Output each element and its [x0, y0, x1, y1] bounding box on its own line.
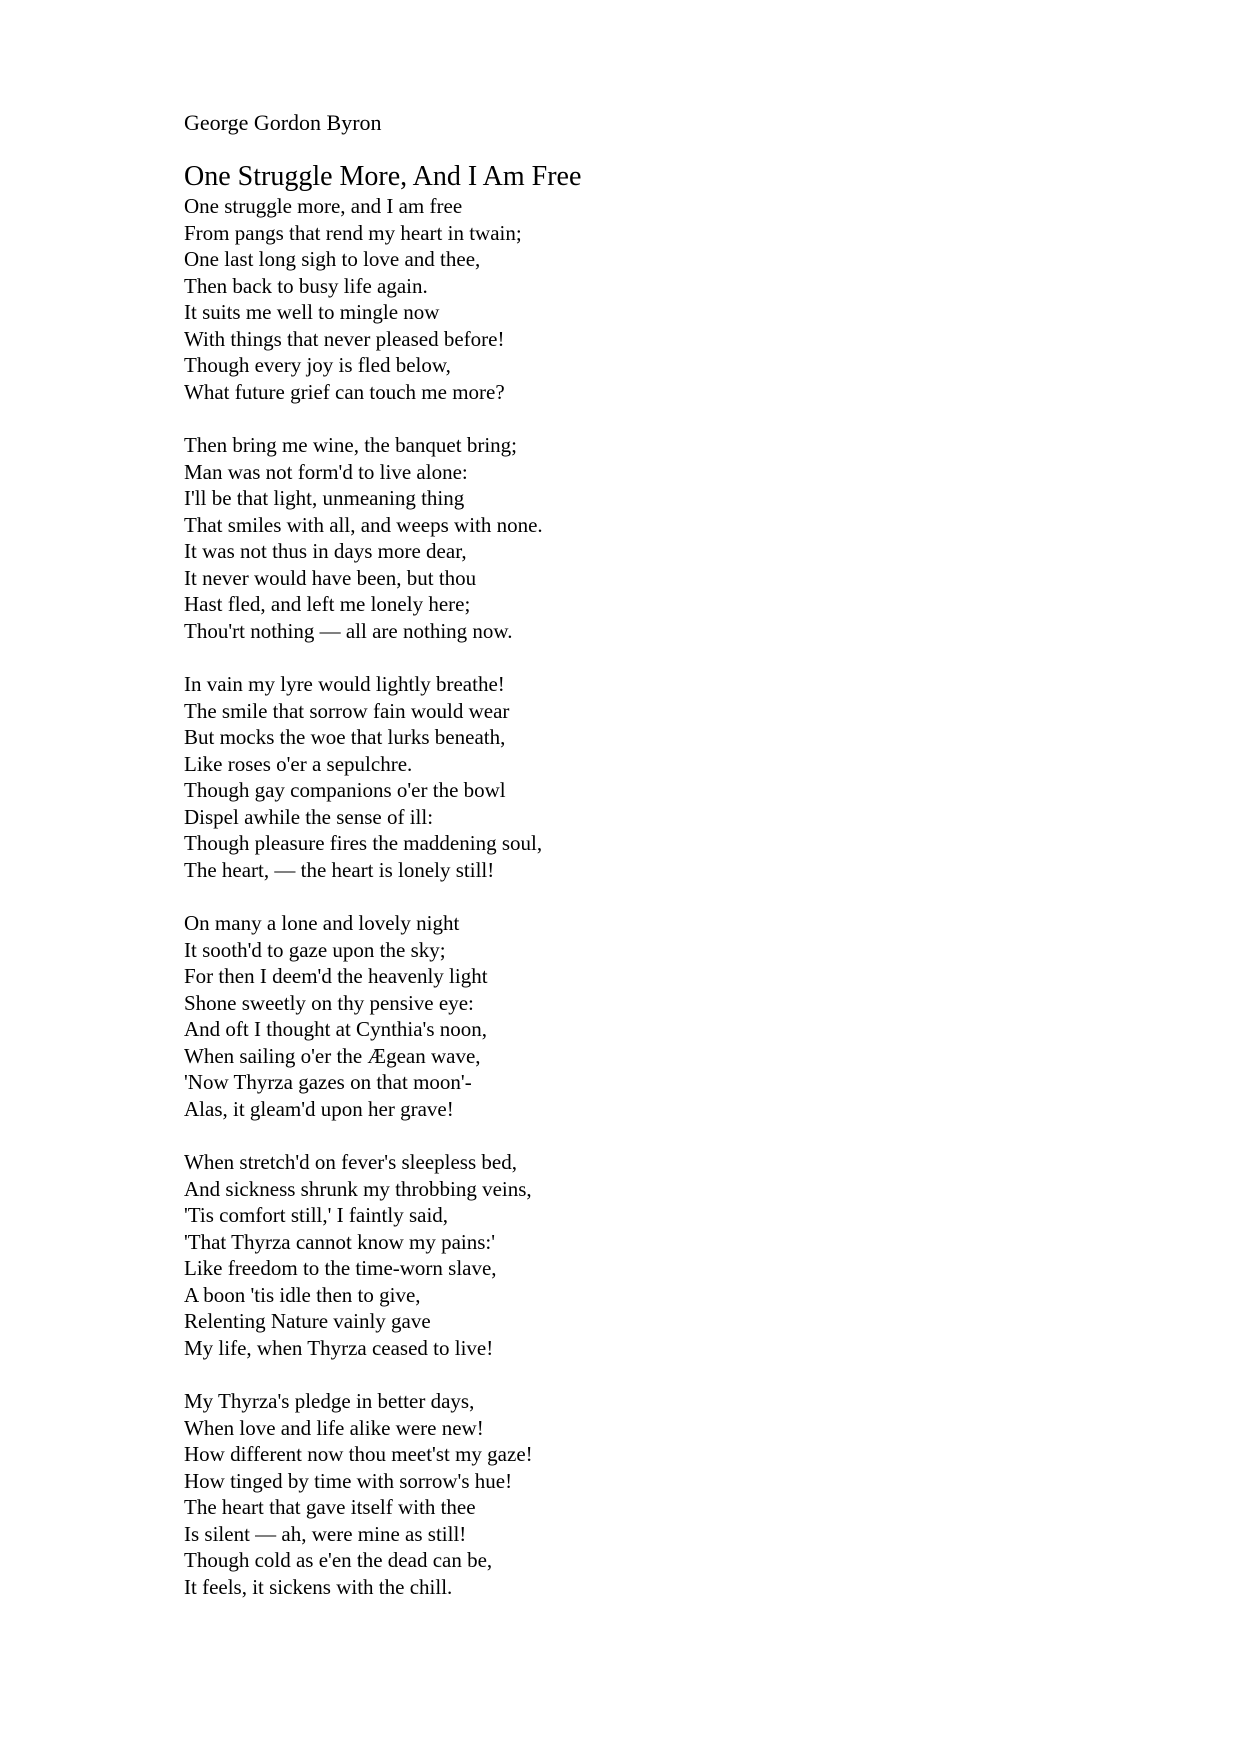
- poem-line: How tinged by time with sorrow's hue!: [184, 1468, 513, 1493]
- poem-line: And oft I thought at Cynthia's noon,: [184, 1017, 488, 1041]
- poem-line: Then bring me wine, the banquet bring;: [184, 433, 517, 457]
- poem-line: That smiles with all, and weeps with none.: [184, 512, 543, 537]
- poem-line: Thou'rt nothing — all are nothing now.: [184, 618, 513, 643]
- poem-line: Though cold as e'en the dead can be,: [184, 1548, 493, 1572]
- poem-body: [184, 193, 1184, 1600]
- poem-line: Shone sweetly on thy pensive eye:: [184, 990, 474, 1015]
- poem-line: It was not thus in days more dear,: [184, 539, 467, 563]
- poem-line: But mocks the woe that lurks beneath,: [184, 725, 506, 749]
- poem-line: How different now thou meet'st my gaze!: [184, 1442, 533, 1466]
- poem-line: 'Now Thyrza gazes on that moon'-: [184, 1070, 472, 1094]
- poem-line: Dispel awhile the sense of ill:: [184, 804, 434, 829]
- stanza: [184, 1388, 1184, 1600]
- poem-line: It feels, it sickens with the chill.: [184, 1574, 453, 1599]
- poem-line: It sooth'd to gaze upon the sky;: [184, 937, 446, 962]
- poem-line: When sailing o'er the Ægean wave,: [184, 1043, 481, 1068]
- poem-line: On many a lone and lovely night: [184, 911, 460, 935]
- stanza: [184, 910, 1184, 1122]
- poem-line: Though gay companions o'er the bowl: [184, 778, 506, 802]
- poem-line: A boon 'tis idle then to give,: [184, 1282, 421, 1307]
- poem-line: Relenting Nature vainly gave: [184, 1309, 431, 1333]
- poem-line: It never would have been, but thou: [184, 565, 477, 590]
- poem-line: When stretch'd on fever's sleepless bed,: [184, 1150, 517, 1174]
- poem-line: 'Tis comfort still,' I faintly said,: [184, 1203, 449, 1227]
- poem-line: My Thyrza's pledge in better days,: [184, 1389, 475, 1413]
- poem-line: Then back to busy life again.: [184, 273, 428, 298]
- poem-line: Like roses o'er a sepulchre.: [184, 751, 413, 776]
- poem-line: What future grief can touch me more?: [184, 379, 505, 404]
- poem-line: Alas, it gleam'd upon her grave!: [184, 1096, 454, 1121]
- author-name: George Gordon Byron: [184, 110, 382, 135]
- poem-line: My life, when Thyrza ceased to live!: [184, 1335, 494, 1360]
- poem-line: Hast fled, and left me lonely here;: [184, 592, 471, 616]
- stanza: [184, 193, 1184, 405]
- poem-line: Though pleasure fires the maddening soul,: [184, 831, 543, 855]
- poem-line: With things that never pleased before!: [184, 326, 505, 351]
- poem-line: One last long sigh to love and thee,: [184, 247, 481, 271]
- poem-line: Is silent — ah, were mine as still!: [184, 1521, 467, 1546]
- stanza: [184, 1149, 1184, 1361]
- document-page: [184, 110, 1184, 1627]
- poem-line: And sickness shrunk my throbbing veins,: [184, 1176, 532, 1201]
- poem-line: Man was not form'd to live alone:: [184, 459, 468, 484]
- poem-line: In vain my lyre would lightly breathe!: [184, 672, 505, 696]
- poem-line: When love and life alike were new!: [184, 1415, 484, 1440]
- poem-line: One struggle more, and I am free: [184, 194, 463, 218]
- poem-line: Though every joy is fled below,: [184, 353, 451, 377]
- poem-line: The heart that gave itself with thee: [184, 1495, 476, 1519]
- poem-line: The heart, — the heart is lonely still!: [184, 857, 495, 882]
- poem-line: It suits me well to mingle now: [184, 300, 440, 324]
- poem-line: I'll be that light, unmeaning thing: [184, 486, 465, 510]
- stanza: [184, 671, 1184, 883]
- poem-line: 'That Thyrza cannot know my pains:': [184, 1229, 496, 1254]
- poem-line: Like freedom to the time-worn slave,: [184, 1256, 497, 1280]
- stanza: [184, 432, 1184, 644]
- poem-line: The smile that sorrow fain would wear: [184, 698, 510, 723]
- poem-line: From pangs that rend my heart in twain;: [184, 220, 522, 245]
- poem-line: For then I deem'd the heavenly light: [184, 964, 488, 988]
- poem-title: One Struggle More, And I Am Free: [184, 161, 582, 192]
